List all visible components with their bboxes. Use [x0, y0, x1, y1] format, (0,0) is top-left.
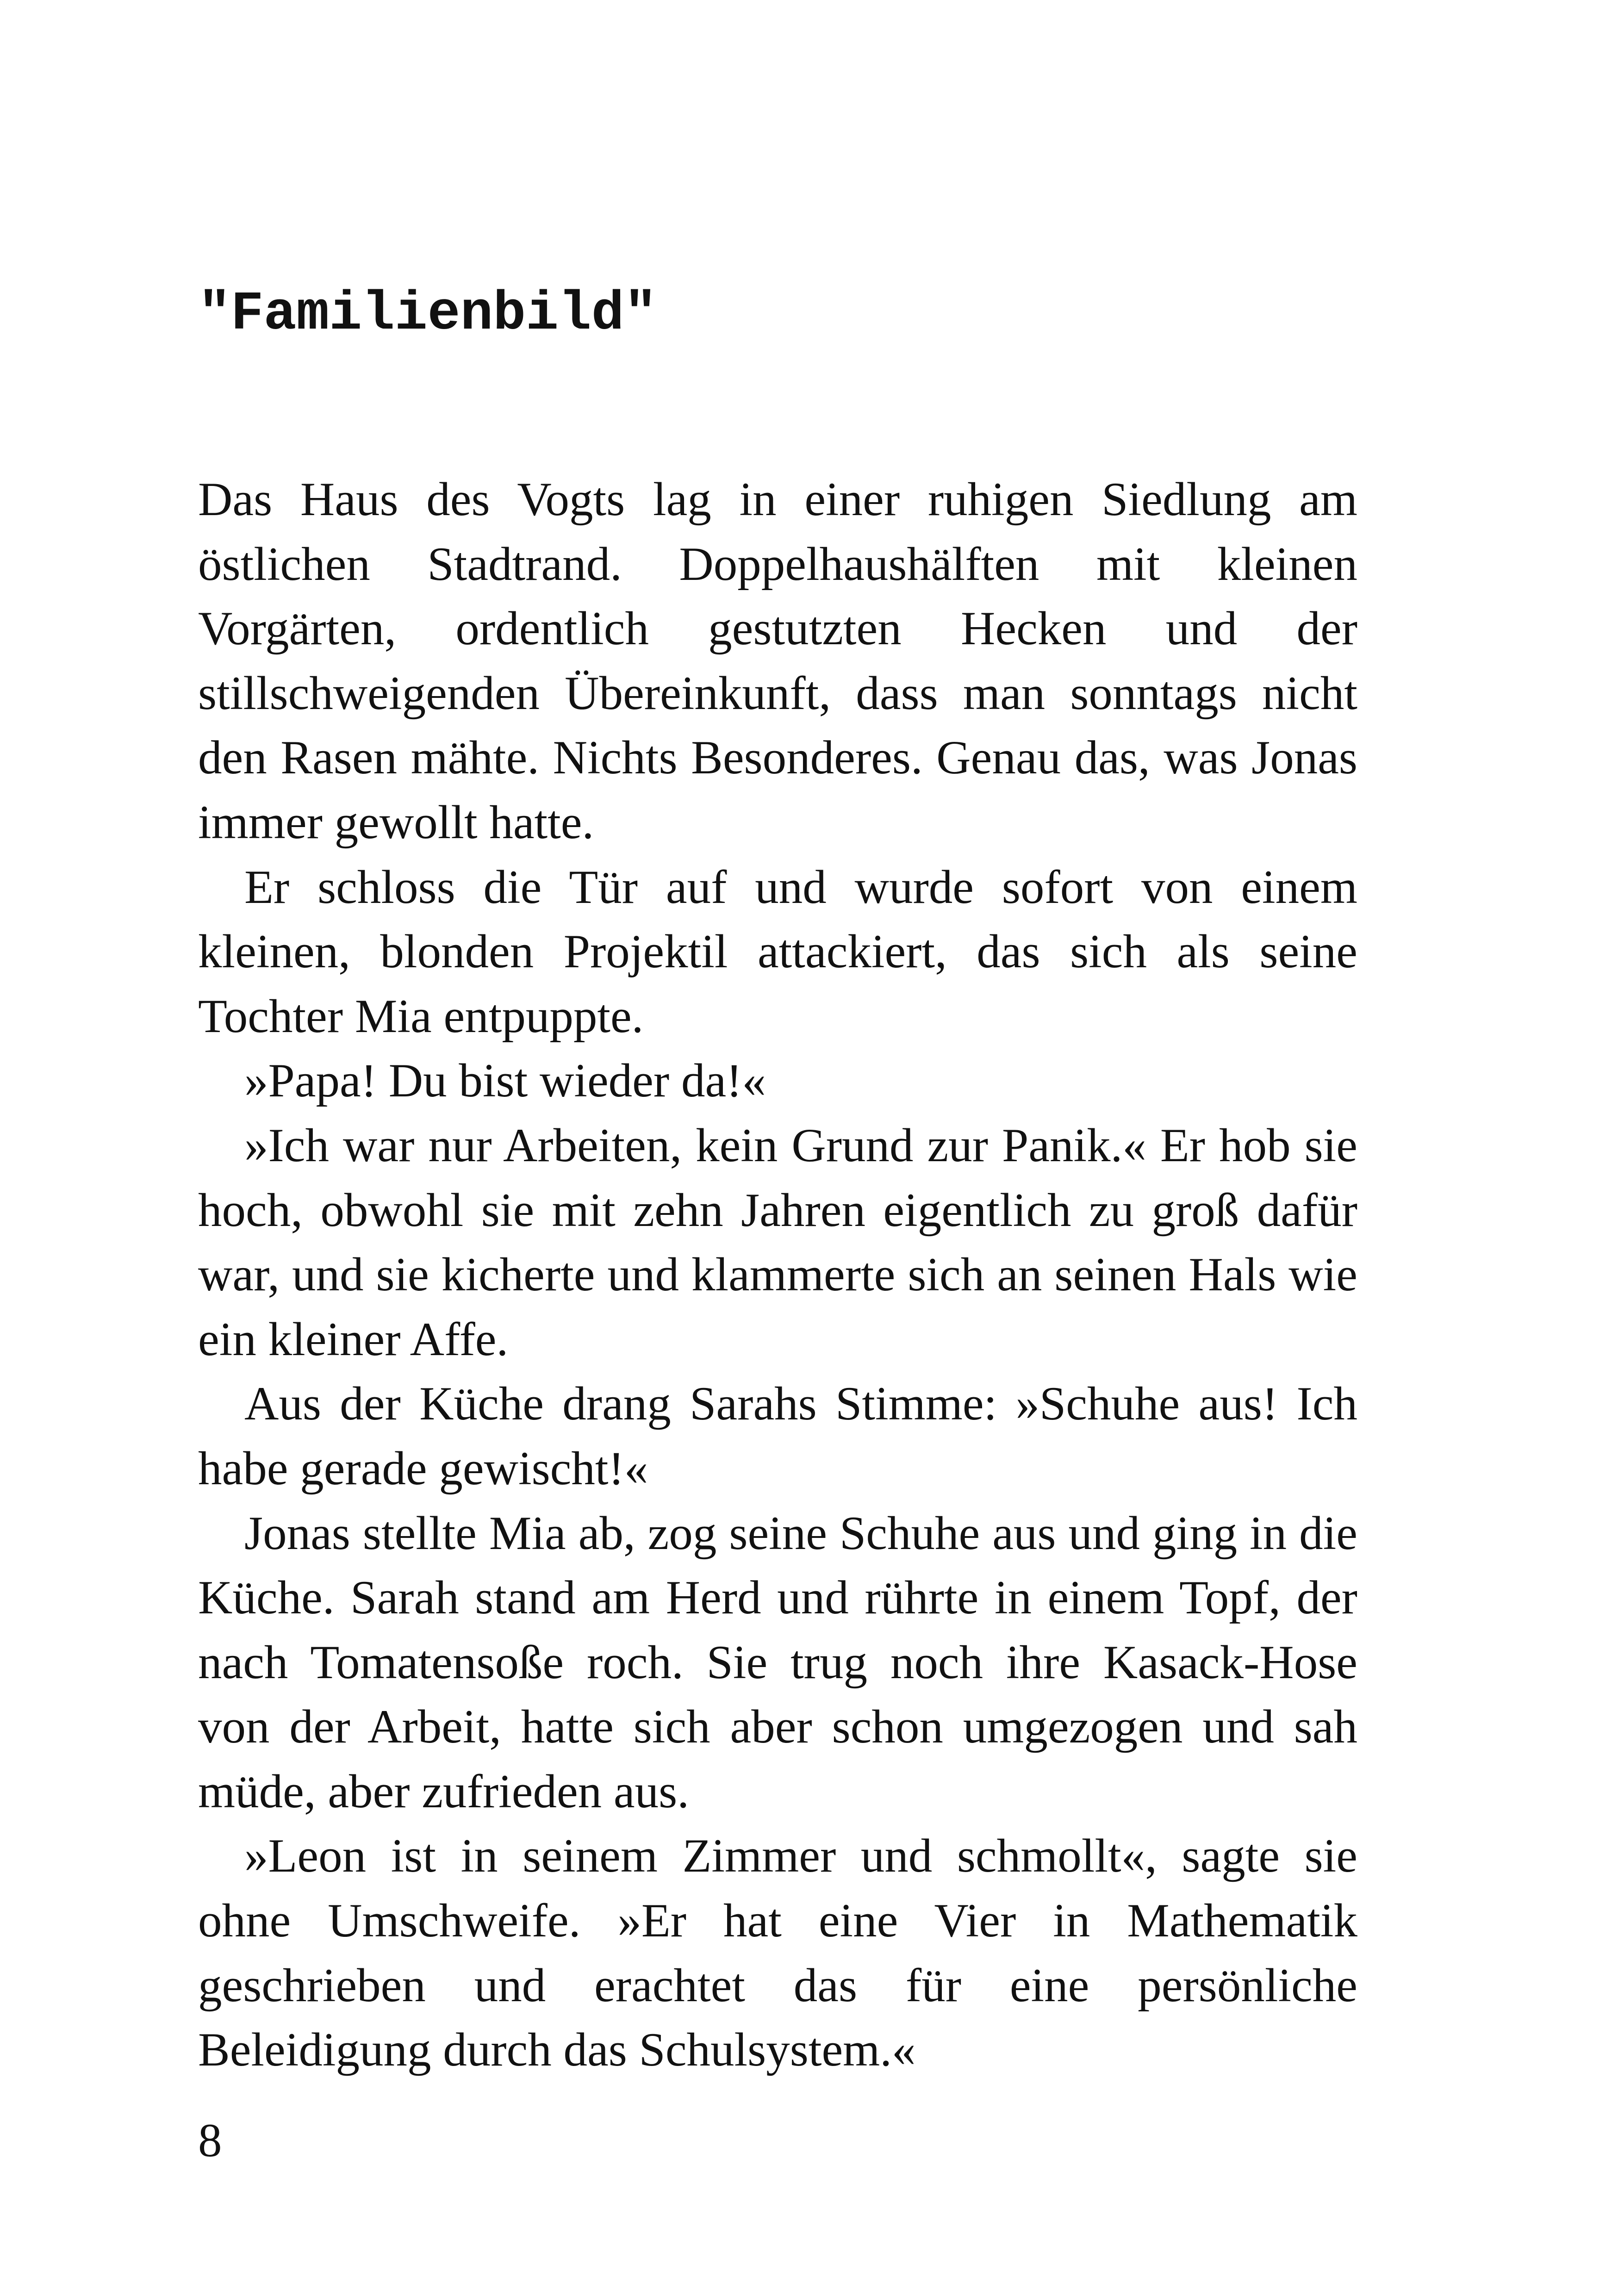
paragraph: Das Haus des Vogts lag in einer ruhigen Siedlung am östlichen Stadtrand. Doppelhaushälften mit kleinen Vorgärten, ordentlich gestutzten Hecken und der stillschweigenden Übereinkunft, dass man sonntags nicht den Rasen mähte. Nichts Besonderes. Genau das, was Jonas immer gewollt hatte.	[198, 473, 1357, 849]
paragraph: »Leon ist in seinem Zimmer und schmollt«, sagte sie ohne Umschweife. »Er hat eine Vier in Mathematik geschrieben und erachtet das für eine persönliche Beleidigung durch das Schulsystem.«	[198, 1829, 1357, 2077]
chapter-title: "Familienbild"	[198, 284, 657, 345]
page-number: 8	[198, 2114, 222, 2167]
body-text	[198, 467, 1357, 2083]
paragraph: Er schloss die Tür auf und wurde sofort von einem kleinen, blonden Projektil attackiert, das sich als seine Tochter Mia entpuppte.	[198, 860, 1357, 1043]
paragraph: »Papa! Du bist wieder da!«	[244, 1054, 766, 1108]
paragraph: Jonas stellte Mia ab, zog seine Schuhe aus und ging in die Küche. Sarah stand am Herd und rührte in einem Topf, der nach Tomatensoße roch. Sie trug noch ihre Kasack-Hose von der Arbeit, hatte sich aber schon umgezogen und sah müde, aber zufrieden aus.	[198, 1506, 1357, 1818]
paragraph: Aus der Küche drang Sarahs Stimme: »Schuhe aus! Ich habe gerade gewischt!«	[198, 1377, 1357, 1495]
paragraph: »Ich war nur Arbeiten, kein Grund zur Panik.« Er hob sie hoch, obwohl sie mit zehn Jahren eigentlich zu groß dafür war, und sie kicherte und klammerte sich an seinen Hals wie ein kleiner Affe.	[198, 1119, 1357, 1366]
